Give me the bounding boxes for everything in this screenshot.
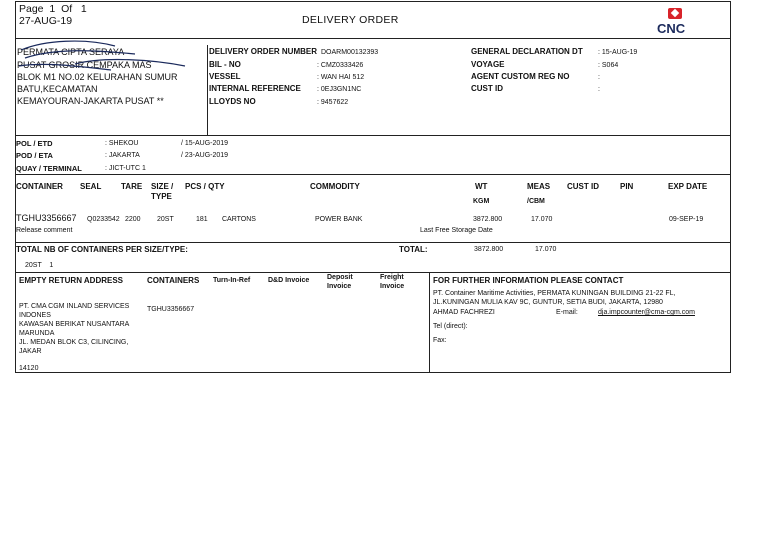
col-seal: SEAL	[80, 182, 102, 191]
lloyds-value: : 9457622	[317, 99, 349, 106]
lloyds-label: LLOYDS NO	[209, 97, 256, 106]
contact-fax-label: Fax:	[433, 337, 447, 344]
contact-email-link[interactable]: dja.impcounter@cma-cgm.com	[598, 309, 695, 316]
contact-line-1: PT. Container Maritime Activities, PERMATA KUNINGAN BUILDING 21-22 FL,	[433, 290, 676, 297]
cust-id-label: CUST ID	[471, 84, 503, 93]
row-seal: Q0233542	[87, 216, 120, 223]
deposit-invoice-label-2: Invoice	[327, 283, 352, 290]
page-indicator	[19, 4, 87, 15]
total-weight: 3872.800	[474, 246, 504, 253]
internal-ref-value: : 0EJ3GN1NC	[317, 86, 362, 93]
pod-value: : JAKARTA	[105, 152, 140, 159]
gen-declaration-label: GENERAL DECLARATION DT	[471, 47, 583, 56]
row-pcs: 181	[196, 216, 208, 223]
cnc-logo-icon	[668, 8, 682, 19]
row-exp-date: 09-SEP-19	[669, 216, 704, 223]
vessel-label: VESSEL	[209, 72, 241, 81]
return-containers-label: CONTAINERS	[147, 276, 200, 285]
vessel-value: : WAN HAI 512	[317, 74, 365, 81]
quay-label: QUAY / TERMINAL	[16, 164, 82, 173]
return-address-line-2: INDONES	[19, 312, 51, 319]
total-label: TOTAL:	[399, 245, 428, 254]
freight-invoice-label-1: Freight	[380, 274, 404, 281]
rule-totals	[15, 242, 731, 243]
pol-value: : SHEKOU	[105, 140, 139, 147]
pod-label: POD / ETA	[16, 151, 53, 160]
document-title: DELIVERY ORDER	[302, 14, 399, 26]
totals-label: TOTAL NB OF CONTAINERS PER SIZE/TYPE:	[16, 245, 188, 254]
row-tare: 2200	[125, 216, 141, 223]
page-label: Page	[19, 3, 44, 15]
col-type: TYPE	[151, 192, 172, 201]
do-number-value: DOARM00132393	[321, 49, 379, 56]
row-size: 20ST	[157, 216, 174, 223]
bl-number-value: : CMZ0333426	[317, 62, 364, 69]
return-address-label: EMPTY RETURN ADDRESS	[19, 276, 124, 285]
contact-email-label: E-mail:	[556, 309, 578, 316]
return-address-line-5: JL. MEDAN BLOK C3, CILINCING,	[19, 339, 129, 346]
turn-in-ref-label: Turn-In-Ref	[213, 277, 251, 284]
consignee-line-1: PERMATA CIPTA SERAYA	[17, 47, 125, 57]
col-wt: WT	[475, 182, 488, 191]
contact-tel-label: Tel (direct):	[433, 323, 468, 330]
agent-reg-value: :	[598, 74, 600, 81]
rule-ports	[15, 135, 731, 136]
deposit-invoice-label-1: Deposit	[327, 274, 353, 281]
return-address-line-1: PT. CMA CGM INLAND SERVICES	[19, 303, 130, 310]
row-meas: 17.070	[531, 216, 553, 223]
col-pcs-qty: PCS / QTY	[185, 182, 225, 191]
consignee-line-3: BLOK M1 NO.02 KELURAHAN SUMUR	[17, 72, 178, 82]
consignee-line-2: PUSAT GROSIR CEMPAKA MAS	[17, 60, 152, 70]
cnc-logo-text: CNC	[657, 21, 686, 36]
col-cbm: /CBM	[527, 198, 545, 205]
page-number: 1	[49, 3, 56, 15]
pod-date: / 23-AUG-2019	[181, 152, 229, 159]
return-address-line-3: KAWASAN BERIKAT NUSANTARA	[19, 321, 130, 328]
col-tare: TARE	[121, 182, 143, 191]
dd-invoice-label: D&D Invoice	[268, 277, 310, 284]
pol-date: / 15-AUG-2019	[181, 140, 229, 147]
contact-line-2: JL.KUNINGAN MULIA KAV 9C, GUNTUR, SETIA BUDI, JAKARTA, 12980	[433, 299, 663, 306]
do-number-label: DELIVERY ORDER NUMBER	[209, 47, 318, 56]
voyage-label: VOYAGE	[471, 60, 505, 69]
totals-size-count: 20ST 1	[25, 262, 54, 269]
row-container: TGHU3356667	[16, 213, 77, 223]
freight-invoice-label-2: Invoice	[380, 283, 405, 290]
total-measure: 17.070	[535, 246, 557, 253]
document-date: 27-AUG-19	[19, 15, 73, 27]
bl-number-label: BIL - NO	[209, 60, 241, 69]
col-pin: PIN	[620, 182, 634, 191]
return-postcode: 14120	[19, 365, 39, 372]
page-total: 1	[80, 3, 87, 15]
col-meas: MEAS	[527, 182, 551, 191]
agent-reg-label: AGENT CUSTOM REG NO	[471, 72, 570, 81]
contact-heading: FOR FURTHER INFORMATION PLEASE CONTACT	[433, 276, 624, 285]
col-container: CONTAINER	[16, 182, 63, 191]
col-size: SIZE /	[151, 182, 174, 191]
col-cust-id: CUST ID	[567, 182, 599, 191]
divider-contact	[429, 272, 430, 373]
row-last-free-storage: Last Free Storage Date	[420, 227, 493, 234]
consignee-line-5: KEMAYOURAN-JAKARTA PUSAT **	[17, 96, 164, 106]
divider-consignee	[207, 45, 208, 135]
col-exp-date: EXP DATE	[668, 182, 708, 191]
return-address-line-6: JAKAR	[19, 348, 42, 355]
cust-id-value: :	[598, 86, 600, 93]
rule-return	[15, 272, 731, 273]
return-container-number: TGHU3356667	[147, 306, 195, 313]
row-unit: CARTONS	[222, 216, 256, 223]
internal-ref-label: INTERNAL REFERENCE	[209, 84, 301, 93]
row-release-comment: Release comment	[16, 227, 73, 234]
return-address-line-4: MARUNDA	[19, 330, 55, 337]
gen-declaration-value: : 15-AUG-19	[598, 49, 638, 56]
pol-label: POL / ETD	[16, 139, 53, 148]
rule-columns	[15, 174, 731, 175]
consignee-line-4: BATU,KECAMATAN	[17, 84, 98, 94]
of-label: Of	[61, 3, 73, 15]
col-kgm: KGM	[473, 198, 490, 205]
row-wt: 3872.800	[473, 216, 503, 223]
row-commodity: POWER BANK	[315, 216, 363, 223]
contact-name: AHMAD FACHREZI	[433, 309, 495, 316]
voyage-value: : S064	[598, 62, 619, 69]
quay-value: : JICT-UTC 1	[105, 165, 146, 172]
col-commodity: COMMODITY	[310, 182, 360, 191]
handwritten-scribble-icon	[15, 36, 205, 76]
